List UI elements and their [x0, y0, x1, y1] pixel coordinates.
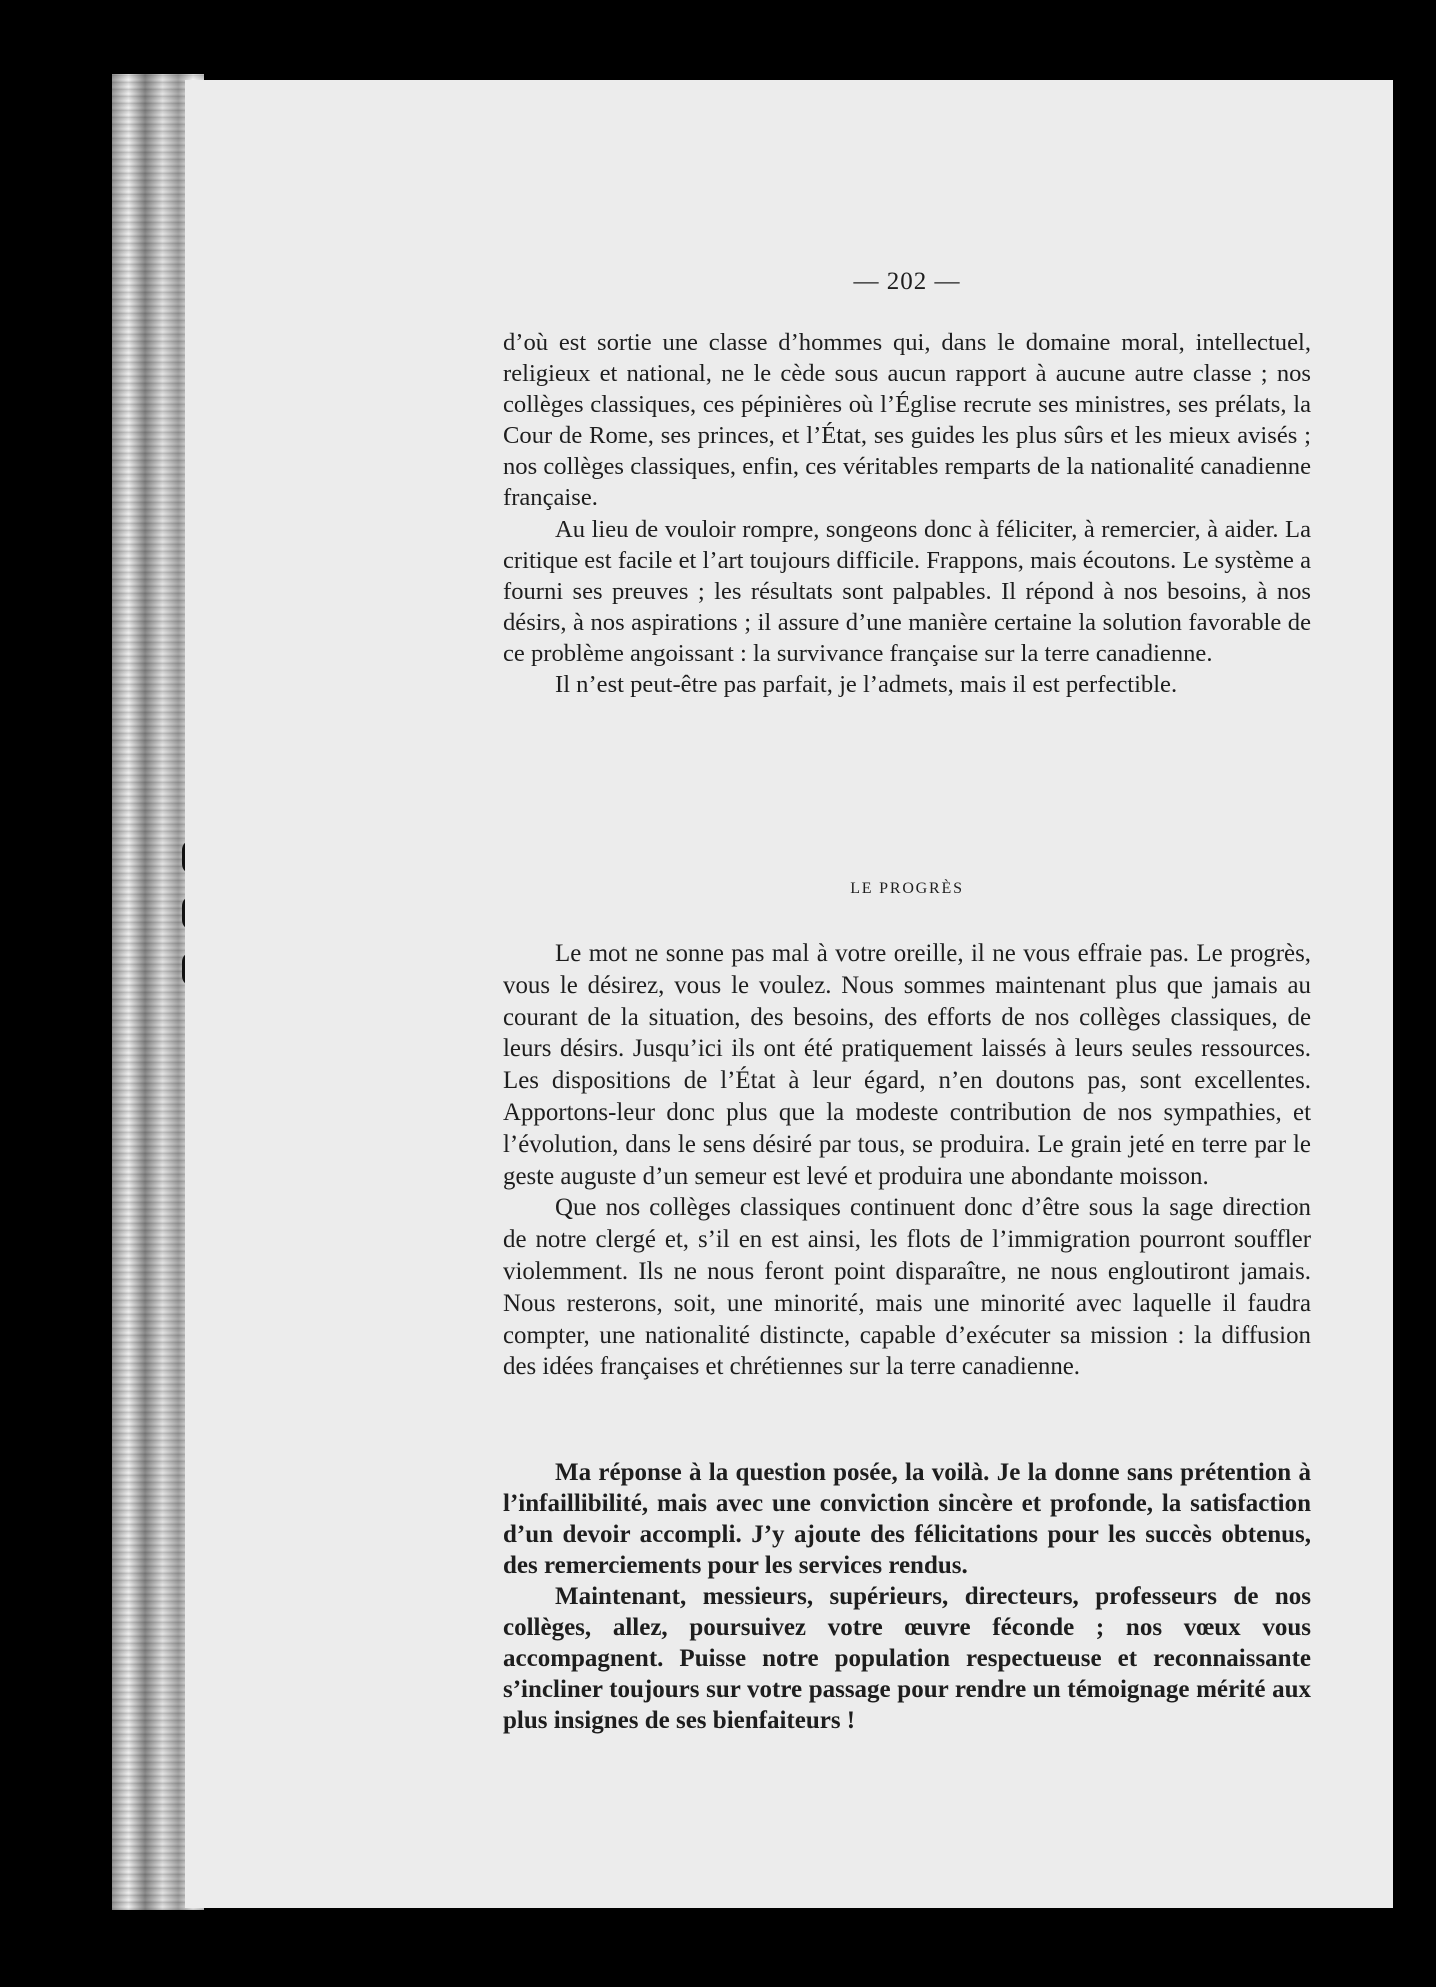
section-heading: LE PROGRÈS — [850, 880, 964, 897]
text-block-top — [503, 327, 1311, 700]
paragraph: Maintenant, messieurs, supérieurs, directeurs, professeurs de nos collèges, allez, poursuivez votre œuvre féconde ; nos vœux vous accompagnent. Puisse notre population respectueuse et reconnaissante s’incliner toujours sur votre passage pour rendre un témoignage mérité aux plus insignes de ses bienfaiteurs ! — [503, 1583, 1311, 1734]
text-block-bottom — [503, 1457, 1311, 1736]
paragraph: Il n’est peut-être pas parfait, je l’admets, mais il est perfectible. — [555, 671, 1178, 699]
page-number: — 202 — — [853, 268, 961, 295]
paragraph: Au lieu de vouloir rompre, songeons donc à féliciter, à remercier, à aider. La critique est facile et l’art toujours difficile. Frappons, mais écoutons. Le système a fourni ses preuves ; les résultats sont palpables. Il répond à nos besoins, à nos désirs, à nos aspirations ; il assure d’une manière certaine la solution favorable de ce problème angoissant : la survivance française sur la terre canadienne. — [503, 515, 1311, 667]
paragraph: d’où est sortie une classe d’hommes qui, dans le domaine moral, intellectuel, religieux et national, ne le cède sous aucun rapport à aucune autre classe ; nos collèges classiques, ces pépinières où l’Église recrute ses ministres, ses prélats, la Cour de Rome, ses princes, et l’État, ses guides les plus sûrs et les mieux avisés ; nos collèges classiques, enfin, ces véritables remparts de la nationalité canadienne française. — [503, 329, 1311, 512]
paragraph: Que nos collèges classiques continuent donc d’être sous la sage direction de notre clergé et, s’il en est ainsi, les flots de l’immigration pourront souffler violemment. Ils ne nous feront point disparaître, ne nous engloutiront jamais. Nous resterons, soit, une minorité, mais une minorité avec laquelle il faudra compter, une nationalité distincte, capable d’exécuter sa mission : la diffusion des idées françaises et chrétiennes sur la terre canadienne. — [503, 1194, 1311, 1381]
right-page-edge — [1393, 80, 1436, 1908]
paragraph: Ma réponse à la question posée, la voilà. Je la donne sans prétention à l’infaillibilité, mais avec une conviction sincère et profonde, la satisfaction d’un devoir accompli. J’y ajoute des félicitations pour les succès obtenus, des remerciements pour les services rendus. — [503, 1459, 1311, 1579]
page-sheet — [185, 80, 1393, 1908]
paragraph: Le mot ne sonne pas mal à votre oreille, il ne vous effraie pas. Le progrès, vous le désirez, vous le voulez. Nous sommes maintenant plus que jamais au courant de la situation, des besoins, des efforts de nos collèges classiques, de leurs désirs. Jusqu’ici ils ont été pratiquement laissés à leurs seules ressources. Les dispositions de l’État à leur égard, n’en doutons pas, sont excellentes. Apportons-leur donc plus que la modeste contribution de nos sympathies, et l’évolution, dans le sens désiré par tous, se produira. Le grain jeté en terre par le geste auguste d’un semeur est levé et produira une abondante moisson. — [503, 940, 1311, 1190]
text-block-middle — [503, 938, 1311, 1383]
